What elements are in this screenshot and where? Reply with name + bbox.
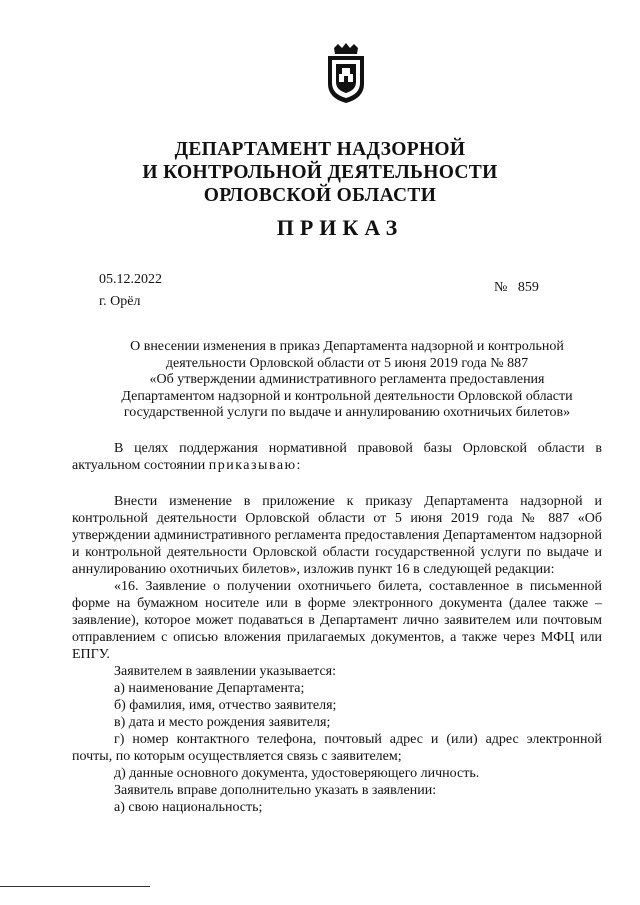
subject-line1: О внесении изменения в приказ Департамента надзорной и контрольной [130, 339, 564, 354]
order-number [494, 280, 539, 296]
department-name-line3: ОРЛОВСКОЙ ОБЛАСТИ [203, 185, 437, 206]
department-name-line1: ДЕПАРТАМЕНТ НАДЗОРНОЙ [174, 139, 466, 160]
document-type-title: ПРИКАЗ [276, 215, 404, 240]
preamble-order-word: приказываю: [208, 458, 302, 473]
order-number-label: № [494, 280, 508, 295]
applicant-indicates-heading: Заявителем в заявлении указывается: [114, 664, 336, 679]
subject-line4: Департаментом надзорной и контрольной деятельности Орловской области [121, 388, 573, 404]
body-paragraph-2: «16. Заявление о получении охотничьего билета, составленное в письменной форме на бумажном носителе или в форме электронного документа (далее также – заявление), которое может подаваться в Департамент лично заявителем или почтовым отправлением с описью вложения прилагаемых документов, а также через МФЦ или ЕПГУ. [72, 579, 602, 662]
order-body [72, 493, 602, 816]
list-item-c: в) дата и место рождения заявителя; [114, 715, 331, 730]
order-city: г. Орёл [99, 294, 141, 309]
order-number-value: 859 [517, 280, 539, 295]
footnote-divider [0, 886, 150, 887]
body-paragraph-1: Внести изменение в приложение к приказу Департамента надзорной и контрольной деятельности Орловской области от 5 июня 2019 года № 887 «Об утверждении административного регламента предоставления Департаментом надзорной и контрольной деятельности Орловской области государственной услуги по выдаче и аннулированию охотничьих билетов», изложив пункт 16 в следующей редакции: [72, 494, 602, 577]
department-name-line2: И КОНТРОЛЬНОЙ ДЕЯТЕЛЬНОСТИ [142, 162, 498, 183]
list-item-d: д) данные основного документа, удостоверяющего личность. [114, 766, 480, 781]
order-date: 05.12.2022 [99, 272, 162, 287]
applicant-may-heading: Заявитель вправе дополнительно указать в заявлении: [114, 783, 437, 798]
list-item-b: б) фамилия, имя, отчество заявителя; [114, 698, 337, 713]
department-name [0, 138, 640, 207]
preamble-text: В целях поддержания нормативной правовой базы Орловской области в актуальном состоянии [72, 441, 602, 473]
subject-line3: «Об утверждении административного регламента предоставления [149, 372, 545, 387]
preamble-paragraph [72, 440, 602, 474]
preamble [72, 440, 602, 474]
subject-line2: деятельности Орловской области от 5 июня 2019 года № 887 [165, 355, 529, 371]
subject-line5: государственной услуги по выдаче и аннулированию охотничьих билетов» [123, 405, 571, 420]
list-item-g: г) номер контактного телефона, почтовый адрес и (или) адрес электронной почты, по которым осуществляется связь с заявителем; [72, 732, 602, 764]
list-item-a: а) наименование Департамента; [114, 681, 305, 696]
coat-of-arms-emblem [324, 42, 368, 104]
order-subject [92, 339, 602, 422]
list-item-a2: а) свою национальность; [114, 800, 263, 815]
